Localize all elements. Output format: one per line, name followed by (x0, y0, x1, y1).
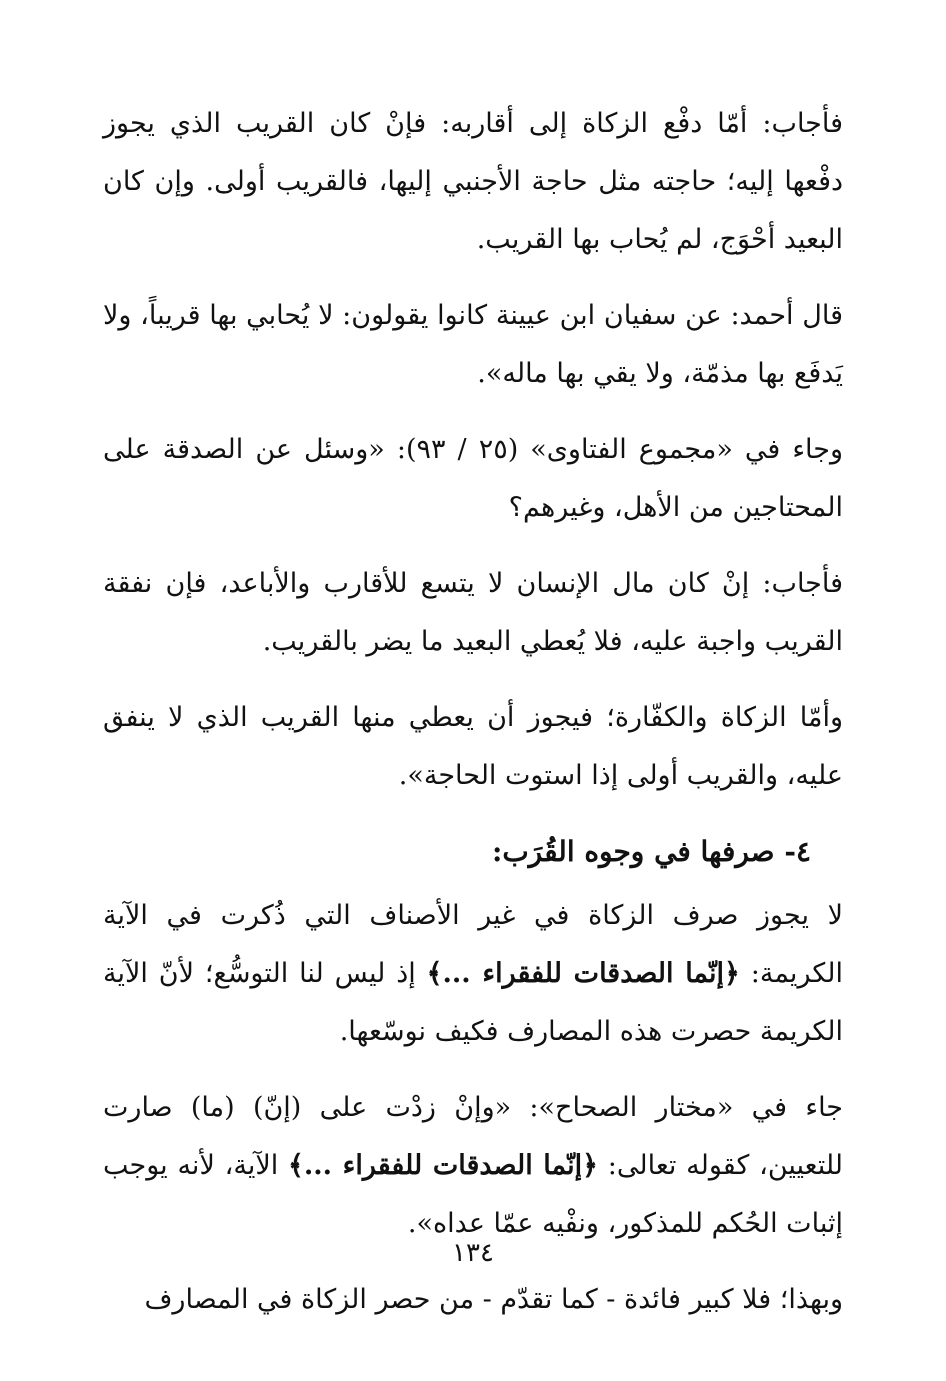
paragraph-fatawa-question: وجاء في «مجموع الفتاوى» (٢٥ / ٩٣): «وسئل عن الصدقة على المحتاجين من الأهل، وغيرهم؟ (103, 434, 843, 523)
paragraph-last-line: وبهذا؛ فلا كبير فائدة - كما تقدّم - من حصر الزكاة في المصارف (144, 1284, 843, 1315)
paragraph-fatawa-answer: فأجاب: إنْ كان مال الإنسان لا يتسع للأقارب والأباعد، فإن نفقة القريب واجبة عليه، فلا يُعطي البعيد ما يضر بالقريب. (103, 568, 843, 657)
paragraph-restriction (103, 887, 843, 1061)
section-heading (103, 823, 843, 881)
paragraph-answer-relatives: فأجاب: أمّا دفْع الزكاة إلى أقاربه: فإنْ كان القريب الذي يجوز دفْعها إليه؛ حاجته مثل حاجة الأجنبي إليها، فالقريب أولى. وإن كان البعيد أحْوَج، لم يُحاب بها القريب. (103, 108, 843, 255)
quran-verse: ﴿إنّما الصدقات للفقراء ...﴾ (426, 958, 740, 989)
paragraph-zakat-kaffara: وأمّا الزكاة والكفّارة؛ فيجوز أن يعطي منها القريب الذي لا ينفق عليه، والقريب أولى إذا استوت الحاجة». (103, 702, 843, 791)
paragraph-mukhtar-sihah (103, 1079, 843, 1253)
mukhtar-text-after: الآية، لأنه يوجب إثبات الحُكم للمذكور، ونفْيه عمّا عداه». (103, 1150, 843, 1239)
mukhtar-text-before: جاء في «مختار الصحاح»: «وإنْ زدْت على (إنّ) (ما) صارت للتعيين، كقوله تعالى: (103, 1092, 844, 1181)
paragraph-ahmad-quote: قال أحمد: عن سفيان ابن عيينة كانوا يقولون: لا يُحابي بها قريباً، ولا يَدفَع بها مذمّة، ولا يقي بها ماله». (103, 300, 843, 389)
page-number: ١٣٤ (452, 1238, 494, 1268)
restriction-text-before: لا يجوز صرف الزكاة في غير الأصناف التي ذُكرت في الآية الكريمة: (103, 900, 843, 989)
quran-verse: ﴿إنّما الصدقات للفقراء ...﴾ (288, 1150, 598, 1181)
page-body (103, 95, 843, 1329)
restriction-text-after: إذ ليس لنا التوسُّع؛ لأنّ الآية الكريمة حصرت هذه المصارف فكيف نوسّعها. (103, 958, 843, 1047)
section-heading-text: ٤- صرفها في وجوه القُرَب: (491, 835, 811, 868)
